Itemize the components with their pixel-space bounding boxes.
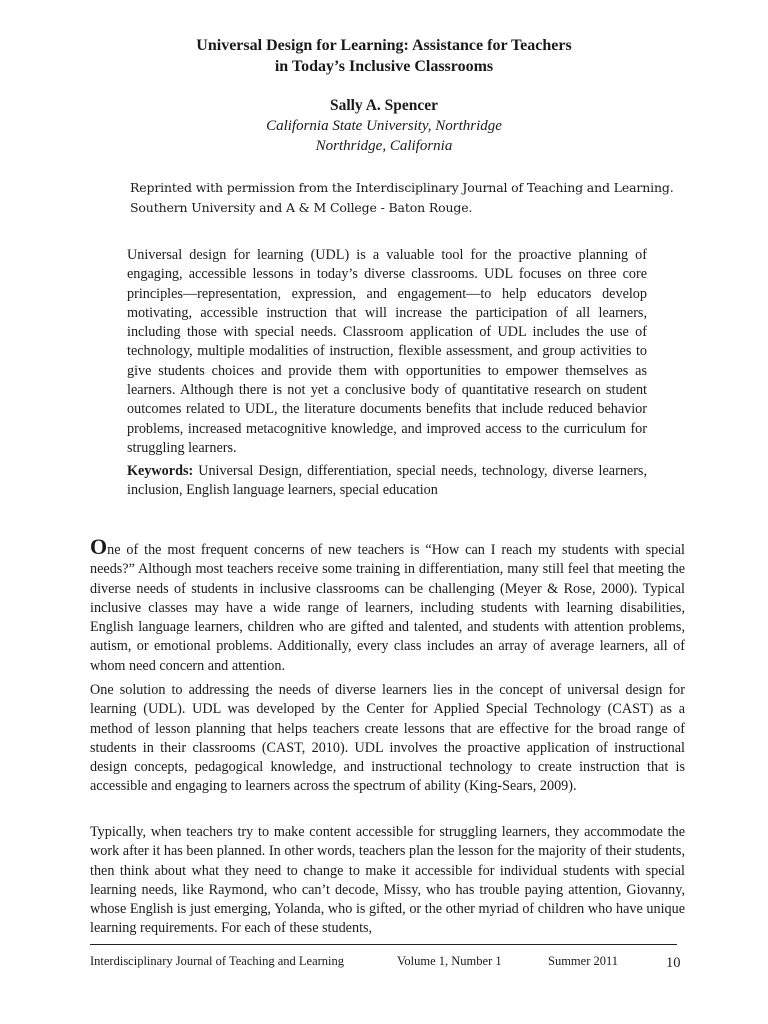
affiliation-line-2: Northridge, California [315, 138, 453, 154]
paragraph-1-text: ne of the most frequent concerns of new teachers is “How can I reach my students with special needs?” Although most teachers receive some training in differentiation, many still feel that meeting the diverse needs of students in inclusive classrooms can be challenging (Meyer & Rose, 2000). Typical inclusive classes may have a wide range of learners, including students with learning disabilities, English language learners, children who are gifted and talented, and students with attention problems, autism, or emotional problems. Additionally, every class includes an array of average learners, all of whom need concern and attention. [90, 542, 685, 674]
drop-cap: O [90, 534, 108, 559]
keywords [127, 462, 647, 501]
reprint-note: Reprinted with permission from the Interdisciplinary Journal of Teaching and Learning. Southern University and A & M College - Baton Rouge. [130, 180, 674, 215]
footer-date: Summer 2011 [548, 954, 619, 968]
abstract: Universal design for learning (UDL) is a valuable tool for the proactive planning of engaging, accessible lessons in today’s diverse classrooms. UDL focuses on three core principles—representation, expression, and engagement—to help educators develop motivating, accessible instruction that will increase the participation of all learners, including those with special needs. Classroom application of UDL includes the use of technology, multiple modalities of instruction, flexible assessment, and group activities to give students choices and provide them with opportunities to empower themselves as learners. Although there is not yet a conclusive body of quantitative research on student outcomes related to UDL, the literature documents benefits that include reduced behavior problems, increased metacognitive knowledge, and improved access to the curriculum for struggling learners. [127, 247, 647, 456]
page-number: 10 [666, 955, 681, 971]
body-paragraph-2: One solution to addressing the needs of diverse learners lies in the concept of universal design for learning (UDL). UDL was developed by the Center for Applied Special Technology (CAST) as a method of lesson planning that helps teachers create lessons that are effective for the broad range of students in their classrooms (CAST, 2010). UDL involves the proactive application of instructional design concepts, pedagogical knowledge, and instructional technology to create instruction that is accessible and engaging to learners across the spectrum of ability (King-Sears, 2009). [90, 682, 685, 795]
author-name: Sally A. Spencer [329, 97, 439, 114]
body-paragraph-1 [90, 536, 685, 676]
affiliation-line-1: California State University, Northridge [266, 118, 502, 134]
footer-divider [90, 944, 677, 945]
keywords-label: Keywords: [127, 463, 194, 479]
footer-journal-name: Interdisciplinary Journal of Teaching and Learning [90, 954, 345, 968]
title-line-2: in Today’s Inclusive Classrooms [274, 58, 494, 75]
title-line-1: Universal Design for Learning: Assistance for Teachers [196, 37, 572, 54]
author-affiliation [90, 116, 678, 156]
keywords-text: Universal Design, differentiation, special needs, technology, diverse learners, inclusion, English language learners, special education [127, 463, 647, 499]
body-paragraph-3: Typically, when teachers try to make content accessible for struggling learners, they accommodate the work after it has been planned. In other words, teachers plan the lesson for the majority of their students, then think about what they need to change to make it accessible for individual students with special learning needs, like Raymond, who can’t decode, Missy, who has trouble paying attention, Giovanny, whose English is just emerging, Yolanda, who is gifted, or the other myriad of children who have unique learning requirements. For each of these students, [90, 824, 685, 937]
footer-volume: Volume 1, Number 1 [397, 954, 502, 968]
paper-title [90, 35, 678, 77]
